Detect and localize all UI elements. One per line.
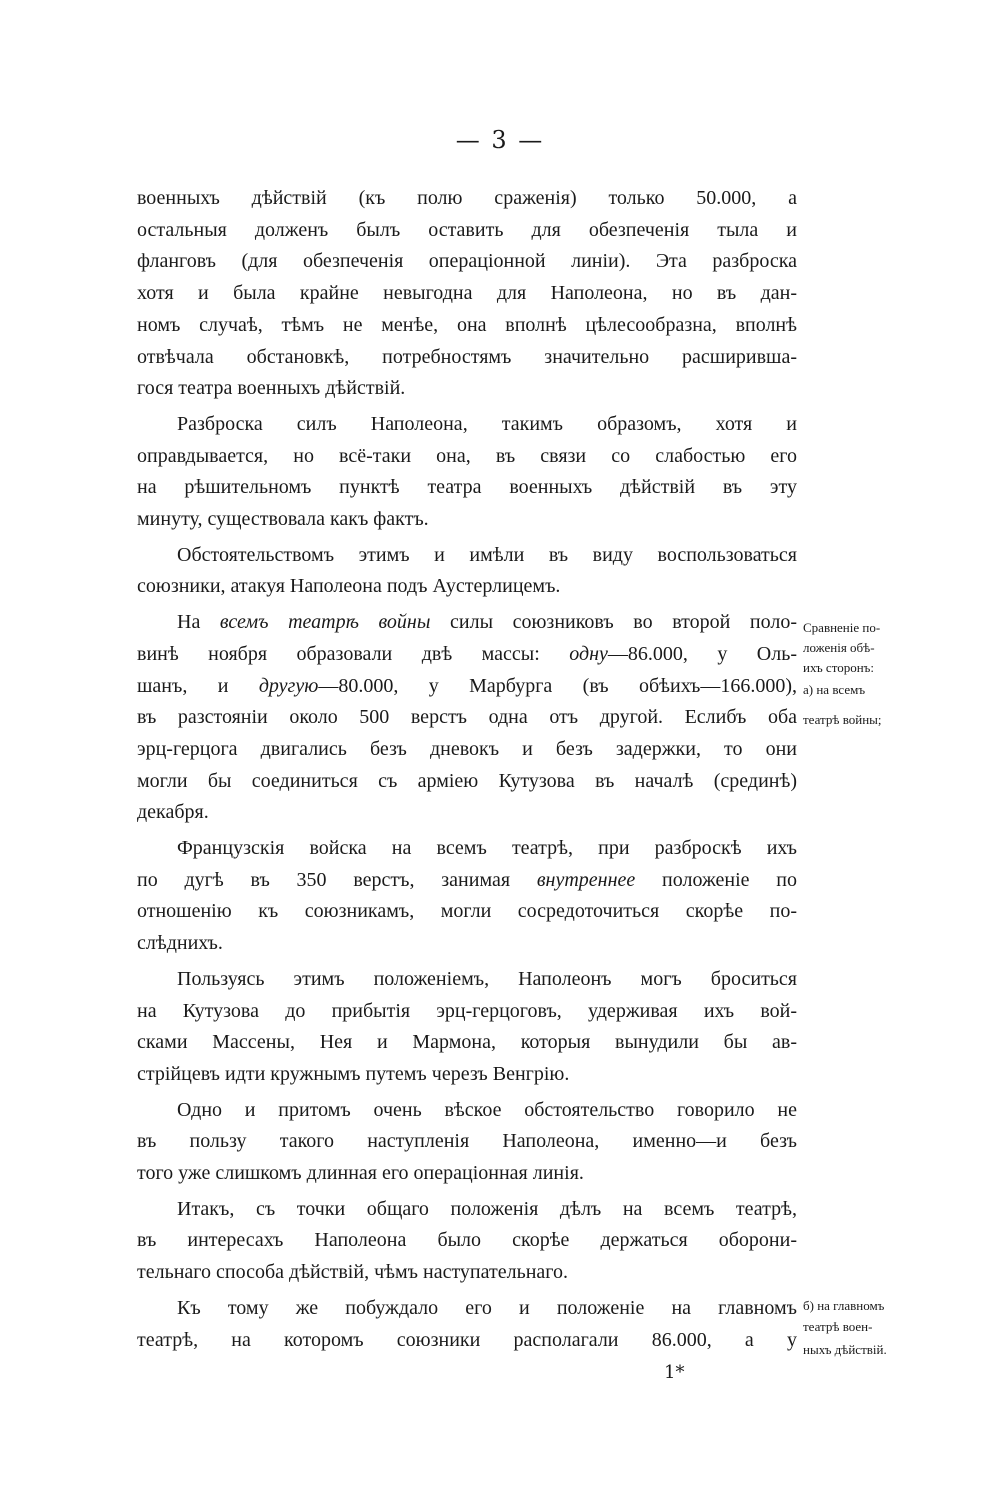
- emphasis-text: всемъ театрѣ войны: [219, 611, 431, 634]
- margin-note-line: Сравненіе по-: [803, 620, 881, 635]
- text-line: въ разстояніи около 500 верстъ одна отъ другой. Еслибъ оба: [137, 706, 797, 729]
- margin-note-line: б) на главномъ: [803, 1298, 885, 1313]
- text-line: [177, 606, 797, 638]
- text-line: эрц-герцога двигались безъ дневокъ и безъ задержки, то они: [137, 737, 797, 760]
- text-segment: положеніе по: [635, 868, 797, 891]
- text-line: союзники, атакуя Наполеона подъ Аустерлицемъ.: [137, 575, 561, 598]
- text-segment: винѣ ноября образовали двѣ массы:: [137, 642, 570, 665]
- emphasis-text: одну: [569, 642, 608, 665]
- margin-note-line: театрѣ войны;: [803, 712, 882, 727]
- text-line: Пользуясь этимъ положеніемъ, Наполеонъ могъ броситься: [177, 967, 797, 990]
- text-line: Къ тому же побуждало его и положеніе на главномъ: [177, 1296, 797, 1319]
- text-segment: по дугѣ въ 350 верстъ, занимая: [137, 868, 537, 891]
- text-line: хотя и была крайне невыгодна для Наполеона, но въ дан-: [137, 282, 797, 305]
- text-line: стрійцевъ идти кружнымъ путемъ черезъ Венгрію.: [137, 1062, 570, 1085]
- text-line: отвѣчала обстановкѣ, потребностямъ значительно расширивша-: [137, 345, 797, 368]
- text-line: на Кутузова до прибытія эрц-герцоговъ, удерживая ихъ вой-: [137, 999, 797, 1022]
- text-segment: —86.000, у Оль-: [607, 642, 797, 665]
- text-line: могли бы соединиться съ арміею Кутузова въ началѣ (срединѣ): [137, 769, 797, 792]
- emphasis-text: другую: [258, 674, 319, 697]
- text-segment: На: [177, 611, 220, 634]
- text-line: Французскія войска на всемъ театрѣ, при разброскѣ ихъ: [177, 837, 797, 859]
- text-line: въ интересахъ Наполеона было скорѣе держаться оборони-: [137, 1229, 797, 1252]
- text-segment: —80.000, у Марбурга (въ обѣихъ—166.000),: [318, 674, 797, 697]
- text-line: [137, 670, 797, 702]
- text-line: въ пользу такого наступленія Наполеона, именно—и безъ: [137, 1130, 797, 1153]
- text-line: того уже слишкомъ длинная его операціонная линія.: [137, 1162, 584, 1184]
- text-line: слѣднихъ.: [137, 932, 223, 955]
- text-line: Одно и притомъ очень вѣское обстоятельство говорило не: [177, 1098, 797, 1121]
- text-line: сками Массены, Нея и Мармона, которыя вынудили бы ав-: [137, 1031, 797, 1054]
- text-line: Итакъ, съ точки общаго положенія дѣлъ на всемъ театрѣ,: [177, 1197, 797, 1220]
- emphasis-text: внутреннее: [536, 868, 636, 891]
- text-line: театрѣ, на которомъ союзники располагали 86.000, а у: [137, 1328, 797, 1351]
- text-line: Разброска силъ Наполеона, такимъ образомъ, хотя и: [177, 412, 797, 435]
- margin-note-line: ихъ сторонъ:: [803, 660, 875, 675]
- text-line: номъ случаѣ, тѣмъ не менѣе, она вполнѣ цѣлесообразна, вполнѣ: [137, 313, 797, 336]
- text-line: отношенію къ союзникамъ, могли сосредоточиться скорѣе по-: [137, 900, 797, 923]
- text-line: минуту, существовала какъ фактъ.: [137, 508, 429, 530]
- margin-note-line: ложенія обѣ-: [803, 640, 875, 655]
- margin-note-line: театрѣ воен-: [803, 1319, 873, 1334]
- text-line: фланговъ (для обезпеченія операціонной линіи). Эта разброска: [137, 250, 797, 273]
- page-number: — 3 —: [455, 126, 545, 154]
- text-line: остальныя долженъ былъ оставить для обезпеченія тыла и: [137, 218, 797, 241]
- margin-note-line: ныхъ дѣйствій.: [803, 1342, 887, 1357]
- margin-note-line: а) на всемъ: [803, 682, 866, 697]
- text-line: декабря.: [137, 801, 209, 824]
- text-line: [137, 864, 797, 896]
- text-line: военныхъ дѣйствій (къ полю сраженія) только 50.000, а: [137, 187, 797, 209]
- text-line: гося театра военныхъ дѣйствій.: [137, 377, 406, 400]
- text-line: оправдывается, но всё-таки она, въ связи со слабостью его: [137, 444, 797, 467]
- text-line: тельнаго способа дѣйствій, чѣмъ наступательнаго.: [137, 1261, 568, 1284]
- text-segment: силы союзниковъ во второй поло-: [430, 611, 797, 634]
- text-line: на рѣшительномъ пунктѣ театра военныхъ дѣйствій въ эту: [137, 476, 797, 499]
- text-segment: шанъ, и: [137, 674, 259, 697]
- text-line: [137, 638, 797, 670]
- text-line: Обстоятельствомъ этимъ и имѣли въ виду воспользоваться: [177, 543, 797, 566]
- signature-mark: 1*: [664, 1362, 685, 1383]
